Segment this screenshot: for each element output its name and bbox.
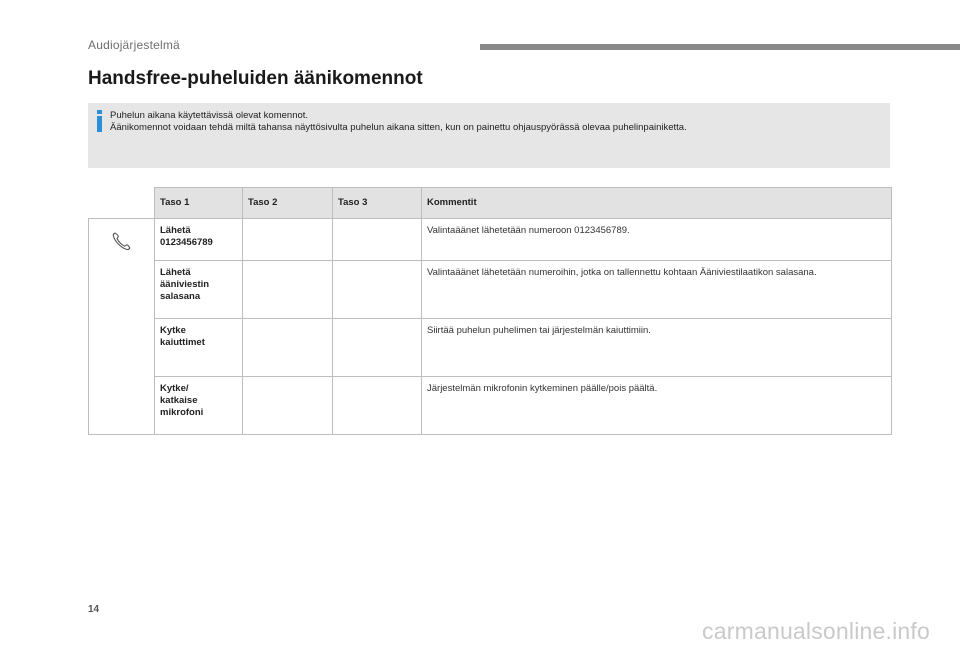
table-header-row — [89, 188, 892, 219]
cell-level1 — [155, 377, 243, 435]
table-header-comments: Kommentit — [422, 188, 892, 219]
cell-level1 — [155, 219, 243, 261]
cell-comment: Järjestelmän mikrofonin kytkeminen päälle/pois päältä. — [422, 377, 892, 435]
table-header-blank — [89, 188, 155, 219]
cell-level3 — [333, 319, 422, 377]
table-header-level3: Taso 3 — [333, 188, 422, 219]
cell-comment: Siirtää puhelun puhelimen tai järjestelmän kaiuttimiin. — [422, 319, 892, 377]
header-rule — [480, 44, 960, 50]
cell-level2 — [243, 377, 333, 435]
voice-command-table — [88, 187, 892, 435]
page-number: 14 — [88, 604, 100, 615]
cell-level2 — [243, 219, 333, 261]
running-header: Audiojärjestelmä — [88, 38, 180, 52]
cell-level3 — [333, 219, 422, 261]
cell-level1-text: Lähetä ääniviestin salasana — [160, 267, 210, 302]
cell-level1 — [155, 261, 243, 319]
table-header-level2: Taso 2 — [243, 188, 333, 219]
info-line-2: Äänikomennot voidaan tehdä miltä tahansa näyttösivulta puhelun aikana sitten, kun on painettu ohjauspyörässä olevaa puhelinpainiketta. — [110, 122, 687, 133]
table-header-level1: Taso 1 — [155, 188, 243, 219]
info-box — [88, 103, 890, 168]
table-row — [89, 377, 892, 435]
cell-comment: Valintaäänet lähetetään numeroihin, jotka on tallennettu kohtaan Ääniviestilaatikon salasana. — [422, 261, 892, 319]
page-title: Handsfree-puheluiden äänikomennot — [88, 68, 423, 89]
table-row — [89, 261, 892, 319]
table-row — [89, 319, 892, 377]
table-icon-cell — [89, 219, 155, 435]
cell-level2 — [243, 319, 333, 377]
cell-level1-text: Lähetä 0123456789 — [160, 225, 213, 248]
info-icon — [96, 110, 104, 132]
phone-icon — [110, 229, 134, 253]
cell-level1 — [155, 319, 243, 377]
cell-level1-text: Kytke kaiuttimet — [160, 325, 205, 348]
cell-level1-text: Kytke/ katkaise mikrofoni — [160, 383, 204, 418]
cell-level3 — [333, 377, 422, 435]
cell-level2 — [243, 261, 333, 319]
info-line-1: Puhelun aikana käytettävissä olevat komennot. — [110, 110, 309, 121]
cell-comment: Valintaäänet lähetetään numeroon 0123456789. — [422, 219, 892, 261]
info-text — [110, 110, 880, 134]
table-row — [89, 219, 892, 261]
watermark-link[interactable]: carmanualsonline.info — [702, 618, 930, 644]
cell-level3 — [333, 261, 422, 319]
